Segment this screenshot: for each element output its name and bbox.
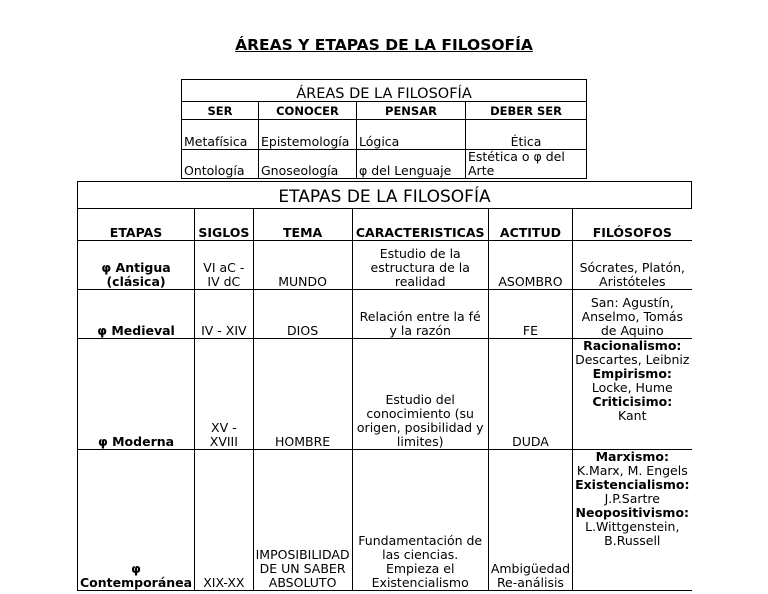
areas-cell: Gnoseología <box>259 150 357 179</box>
stage-siglos: IV - XIV <box>195 290 254 339</box>
school-philosophers: K.Marx, M. Engels <box>576 463 688 478</box>
school-philosophers: Descartes, Leibniz <box>575 352 690 367</box>
etapas-header-caracteristicas: CARACTERISTICAS <box>352 209 488 241</box>
stage-tema: IMPOSIBILIDAD DE UN SABER ABSOLUTO <box>253 450 352 591</box>
school-name: Racionalismo: <box>583 338 682 353</box>
areas-header-pensar: PENSAR <box>357 102 466 120</box>
table-row <box>78 450 692 591</box>
etapas-header-siglos: SIGLOS <box>195 209 254 241</box>
stage-filosofos <box>573 450 692 591</box>
table-row <box>78 339 692 450</box>
stage-name: φ Medieval <box>78 290 195 339</box>
stage-filosofos: Sócrates, Platón, Aristóteles <box>573 241 692 290</box>
table-row <box>78 241 692 290</box>
areas-cell: Epistemología <box>259 120 357 150</box>
areas-cell: Lógica <box>357 120 466 150</box>
stage-siglos: VI aC - IV dC <box>195 241 254 290</box>
areas-cell: Ética <box>466 120 587 150</box>
stage-tema: MUNDO <box>253 241 352 290</box>
areas-cell: Ontología <box>182 150 259 179</box>
school-name: Neopositivismo: <box>575 505 690 520</box>
etapas-header-etapas: ETAPAS <box>78 209 195 241</box>
stage-tema: HOMBRE <box>253 339 352 450</box>
stage-caracteristicas: Estudio del conocimiento (su origen, posibilidad y limites) <box>352 339 488 450</box>
school-philosophers: Kant <box>618 408 647 423</box>
etapas-table <box>77 181 692 591</box>
stage-caracteristicas: Fundamentación de las ciencias. Empieza el Existencialismo <box>352 450 488 591</box>
stage-filosofos <box>573 339 692 450</box>
etapas-caption: ETAPAS DE LA FILOSOFÍA <box>78 182 692 209</box>
areas-header-conocer: CONOCER <box>259 102 357 120</box>
stage-name: φ Antigua (clásica) <box>78 241 195 290</box>
school-name: Criticisimo: <box>592 394 673 409</box>
etapas-header-filosofos: FILÓSOFOS <box>573 209 692 241</box>
stage-siglos: XIX-XX <box>195 450 254 591</box>
table-row <box>78 290 692 339</box>
stage-actitud: Ambigüedad Re-análisis <box>488 450 572 591</box>
stage-caracteristicas: Relación entre la fé y la razón <box>352 290 488 339</box>
etapas-header-actitud: ACTITUD <box>488 209 572 241</box>
areas-header-ser: SER <box>182 102 259 120</box>
school-name: Marxismo: <box>595 449 669 464</box>
areas-cell: Estética o φ del Arte <box>466 150 587 179</box>
areas-cell: Metafísica <box>182 120 259 150</box>
stage-name: φ Moderna <box>78 339 195 450</box>
school-name: Empirismo: <box>592 366 672 381</box>
areas-cell: φ del Lenguaje <box>357 150 466 179</box>
stage-caracteristicas: Estudio de la estructura de la realidad <box>352 241 488 290</box>
areas-caption: ÁREAS DE LA FILOSOFÍA <box>182 80 587 102</box>
stage-filosofos: San: Agustín, Anselmo, Tomás de Aquino <box>573 290 692 339</box>
stage-actitud: DUDA <box>488 339 572 450</box>
stage-actitud: FE <box>488 290 572 339</box>
stage-actitud: ASOMBRO <box>488 241 572 290</box>
etapas-header-tema: TEMA <box>253 209 352 241</box>
stage-siglos: XV - XVIII <box>195 339 254 450</box>
document-title: ÁREAS Y ETAPAS DE LA FILOSOFÍA <box>235 36 533 54</box>
stage-tema: DIOS <box>253 290 352 339</box>
school-philosophers: L.Wittgenstein, B.Russell <box>585 519 680 548</box>
school-name: Existencialismo: <box>575 477 690 492</box>
areas-table <box>181 79 587 179</box>
school-philosophers: J.P.Sartre <box>604 491 660 506</box>
stage-name: φ Contemporánea <box>78 450 195 591</box>
school-philosophers: Locke, Hume <box>591 380 673 395</box>
areas-header-deber-ser: DEBER SER <box>466 102 587 120</box>
